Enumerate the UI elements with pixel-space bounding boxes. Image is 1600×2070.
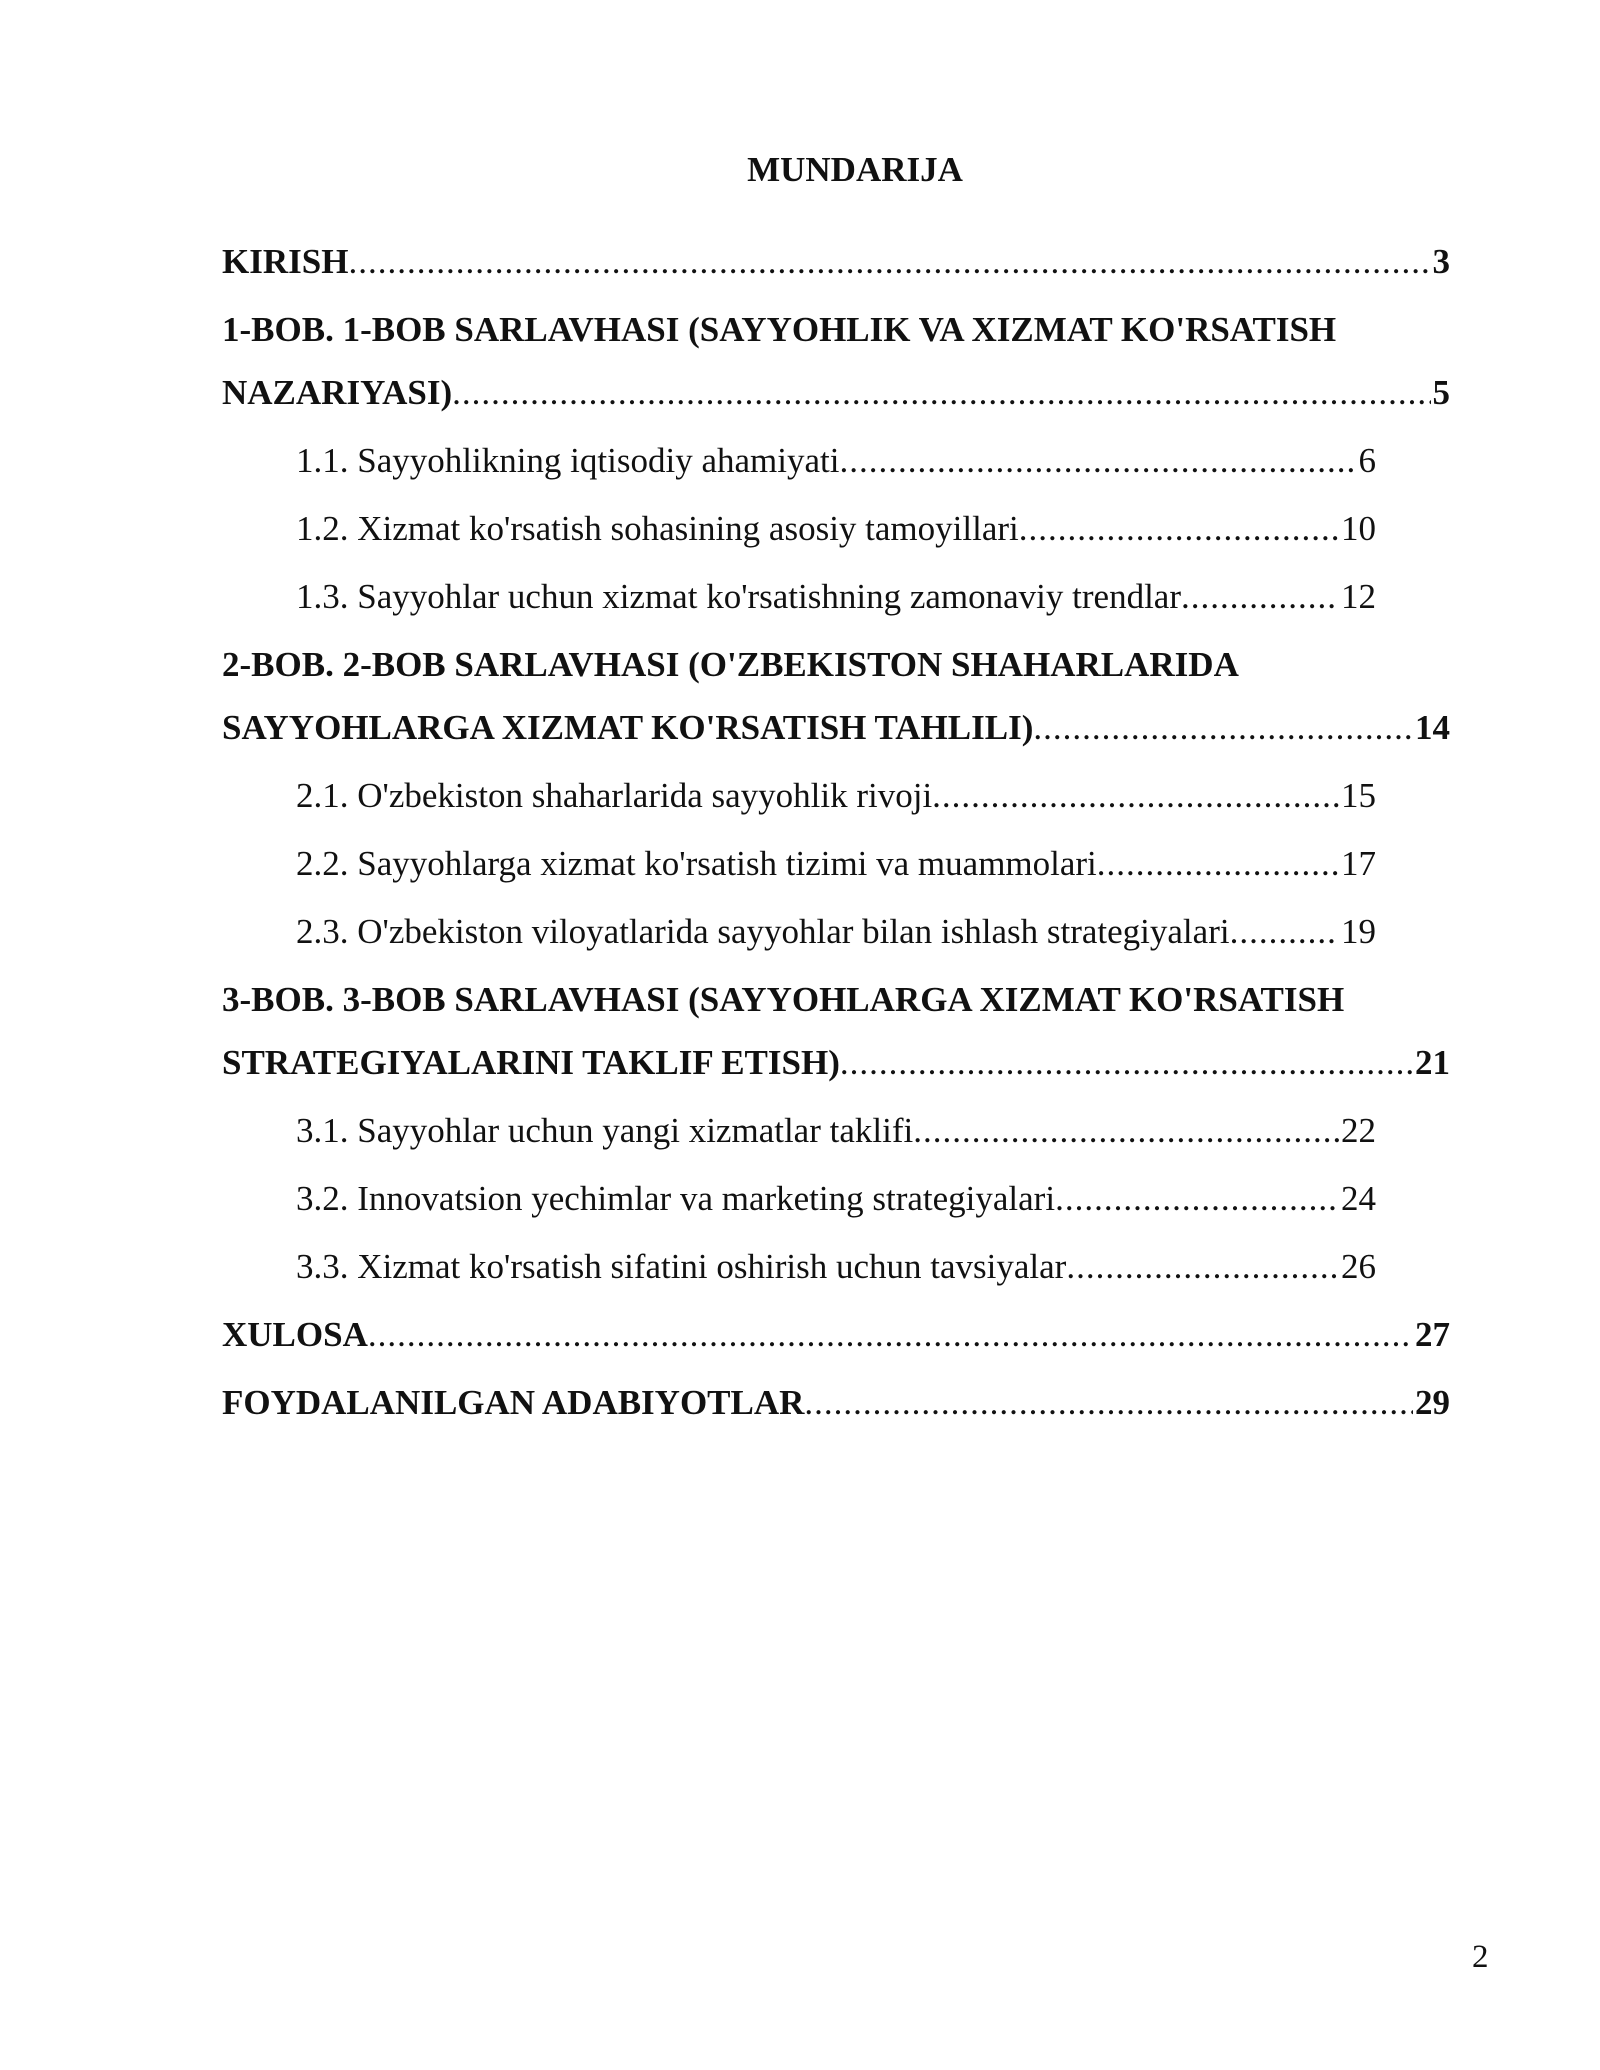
toc-entry-1-2[interactable] bbox=[296, 507, 1376, 551]
toc-page-number: 26 bbox=[1341, 1247, 1376, 1286]
dot-leader bbox=[804, 1381, 1413, 1425]
toc-page-number: 3 bbox=[1432, 242, 1450, 281]
dot-leader bbox=[1181, 575, 1339, 619]
toc-entry-references[interactable] bbox=[222, 1381, 1450, 1425]
table-of-contents bbox=[222, 240, 1450, 1449]
dot-leader bbox=[1066, 1245, 1339, 1289]
toc-entry-2-3[interactable] bbox=[296, 910, 1376, 954]
toc-entry-label: NAZARIYASI) bbox=[222, 373, 453, 412]
toc-entry-label: FOYDALANILGAN ADABIYOTLAR bbox=[222, 1383, 805, 1422]
toc-entry-label: 1.1. Sayyohlikning iqtisodiy ahamiyati bbox=[296, 441, 840, 480]
toc-entry-label: SAYYOHLARGA XIZMAT KO'RSATISH TAHLILI) bbox=[222, 708, 1034, 747]
toc-entry-label-line1: 2-BOB. 2-BOB SARLAVHASI (O'ZBEKISTON SHAHARLARIDA bbox=[222, 645, 1239, 684]
toc-page-number: 24 bbox=[1341, 1179, 1376, 1218]
toc-entry-3-1[interactable] bbox=[296, 1109, 1376, 1153]
toc-entry-label: 1.3. Sayyohlar uchun xizmat ko'rsatishning zamonaviy trendlar bbox=[296, 577, 1181, 616]
toc-entry-3-2[interactable] bbox=[296, 1177, 1376, 1221]
toc-page-number: 29 bbox=[1415, 1383, 1450, 1422]
toc-page-number: 17 bbox=[1341, 844, 1376, 883]
toc-page-number: 5 bbox=[1432, 373, 1450, 412]
toc-entry-1-3[interactable] bbox=[296, 575, 1376, 619]
toc-entry-label: STRATEGIYALARINI TAKLIF ETISH) bbox=[222, 1043, 840, 1082]
dot-leader bbox=[840, 1041, 1413, 1085]
toc-page-number: 14 bbox=[1415, 708, 1450, 747]
toc-page-number: 6 bbox=[1358, 441, 1376, 480]
page-number: 2 bbox=[1472, 1939, 1489, 1975]
toc-entry-label: KIRISH bbox=[222, 242, 349, 281]
dot-leader bbox=[932, 774, 1339, 818]
dot-leader bbox=[1055, 1177, 1339, 1221]
toc-entry-xulosa[interactable] bbox=[222, 1313, 1450, 1357]
dot-leader bbox=[1019, 507, 1339, 551]
toc-entry-label: 2.3. O'zbekiston viloyatlarida sayyohlar bilan ishlash strategiyalari bbox=[296, 912, 1230, 951]
dot-leader bbox=[913, 1109, 1339, 1153]
dot-leader bbox=[1097, 842, 1339, 886]
toc-entry-label: 2.2. Sayyohlarga xizmat ko'rsatish tizimi va muammolari bbox=[296, 844, 1097, 883]
toc-page-number: 21 bbox=[1415, 1043, 1450, 1082]
toc-entry-3-3[interactable] bbox=[296, 1245, 1376, 1289]
toc-entry-1-1[interactable] bbox=[296, 439, 1376, 483]
toc-entry-chapter-2[interactable] bbox=[222, 643, 1450, 750]
toc-entry-label: 1.2. Xizmat ko'rsatish sohasining asosiy tamoyillari bbox=[296, 509, 1019, 548]
toc-page-number: 22 bbox=[1341, 1111, 1376, 1150]
toc-entry-chapter-1[interactable] bbox=[222, 308, 1450, 415]
toc-entry-label: 3.1. Sayyohlar uchun yangi xizmatlar taklifi bbox=[296, 1111, 914, 1150]
dot-leader bbox=[1230, 910, 1339, 954]
toc-page-number: 10 bbox=[1341, 509, 1376, 548]
toc-page-number: 19 bbox=[1341, 912, 1376, 951]
toc-entry-label-line1: 3-BOB. 3-BOB SARLAVHASI (SAYYOHLARGA XIZMAT KO'RSATISH bbox=[222, 980, 1345, 1019]
toc-entry-label: 2.1. O'zbekiston shaharlarida sayyohlik rivoji bbox=[296, 776, 933, 815]
toc-page-number: 15 bbox=[1341, 776, 1376, 815]
toc-page-number: 12 bbox=[1341, 577, 1376, 616]
dot-leader bbox=[452, 371, 1430, 415]
page-title: MUNDARIJA bbox=[747, 150, 963, 189]
toc-entry-kirish[interactable] bbox=[222, 240, 1450, 284]
toc-page-number: 27 bbox=[1415, 1315, 1450, 1354]
dot-leader bbox=[839, 439, 1356, 483]
toc-entry-label: 3.2. Innovatsion yechimlar va marketing strategiyalari bbox=[296, 1179, 1056, 1218]
dot-leader bbox=[368, 1313, 1413, 1357]
dot-leader bbox=[348, 240, 1430, 284]
dot-leader bbox=[1033, 706, 1413, 750]
toc-entry-label: 3.3. Xizmat ko'rsatish sifatini oshirish uchun tavsiyalar bbox=[296, 1247, 1067, 1286]
toc-entry-2-2[interactable] bbox=[296, 842, 1376, 886]
toc-entry-2-1[interactable] bbox=[296, 774, 1376, 818]
toc-entry-label: XULOSA bbox=[222, 1315, 368, 1354]
toc-entry-chapter-3[interactable] bbox=[222, 978, 1450, 1085]
toc-entry-label-line1: 1-BOB. 1-BOB SARLAVHASI (SAYYOHLIK VA XIZMAT KO'RSATISH bbox=[222, 310, 1337, 349]
